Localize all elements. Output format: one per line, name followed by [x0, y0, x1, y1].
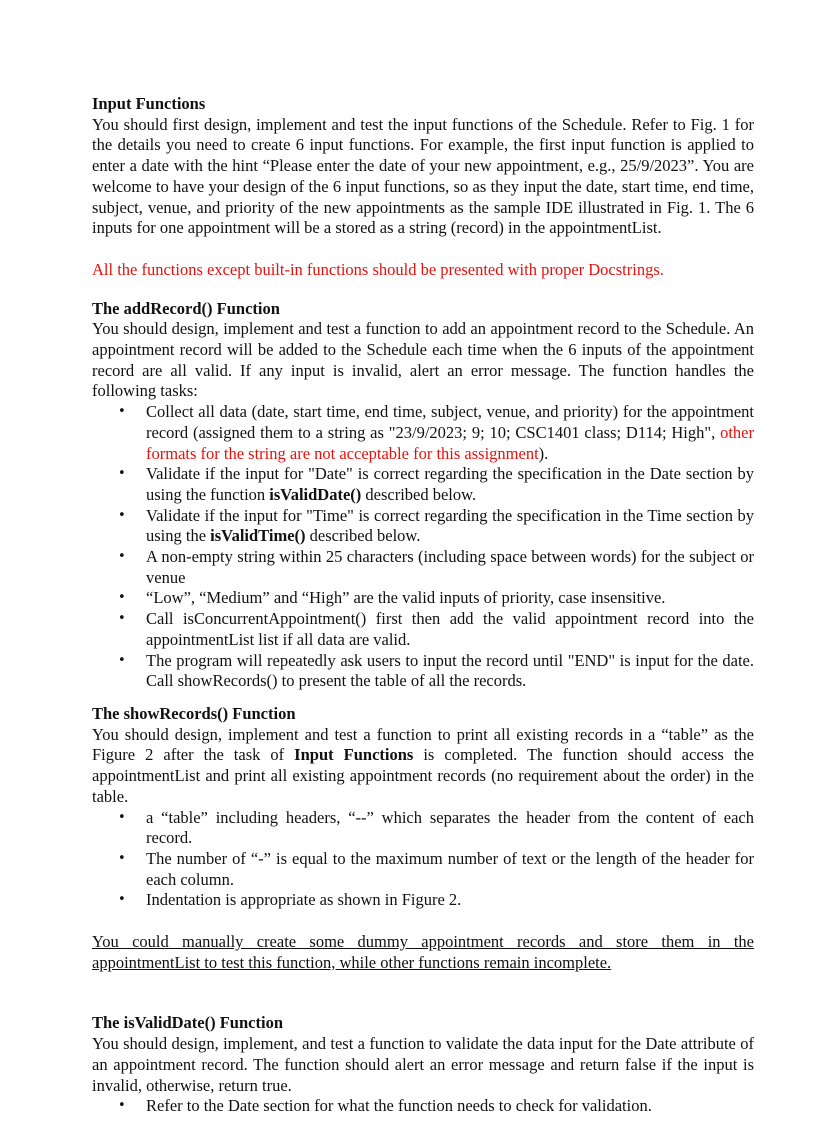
list-item: • Validate if the input for "Time" is correct regarding the specification in the Time section by using the isValidTime() described below.: [92, 506, 754, 547]
list-item: • “Low”, “Medium” and “High” are the valid inputs of priority, case insensitive.: [92, 588, 754, 609]
addrecord-task-list: [92, 402, 754, 692]
dummy-records-note: You could manually create some dummy appointment records and store them in the appointmentList to test this function, while other functions remain incomplete.: [92, 932, 754, 972]
list-item: • Refer to the Date section for what the function needs to check for validation.: [92, 1096, 754, 1117]
isvaliddate-heading: The isValidDate() Function: [92, 1013, 283, 1033]
list-item: • Validate if the input for "Date" is correct regarding the specification in the Date section by using the function isValidDate() described below.: [92, 464, 754, 505]
input-functions-heading: Input Functions: [92, 94, 206, 113]
isvaliddate-list: [92, 1096, 754, 1117]
input-functions-body: You should first design, implement and test the input functions of the Schedule. Refer to Fig. 1 for the details you need to create 6 input functions. For example, the first input function is applied to enter a date with the hint “Please enter the date of your new appointment, e.g., 25/9/2023”. You are welcome to have your design of the 6 input functions, so as they input the date, start time, end time, subject, venue, and priority of the new appointments as the sample IDE illustrated in Fig. 1. The 6 inputs for one appointment will be a stored as a string (record) in the appointmentList.: [92, 114, 755, 238]
list-item: • a “table” including headers, “--” which separates the header from the content of each record.: [92, 808, 754, 849]
showrecords-heading: The showRecords() Function: [92, 703, 296, 723]
showrecords-list: [92, 808, 754, 912]
list-item: • Collect all data (date, start time, end time, subject, venue, and priority) for the appointment record (assigned them to a string as "23/9/2023; 9; 10; CSC1401 class; D114; High", other formats for the string are not acceptable for this assignment).: [92, 402, 754, 464]
list-item: • Indentation is appropriate as shown in Figure 2.: [92, 890, 754, 911]
showrecords-intro: You should design, implement and test a function to print all existing records in a “table” as the Figure 2 after the task of Input Functions is completed. The function should access the appointmentList and print all existing appointment records (no requirement about the order) in the table.: [92, 724, 754, 806]
list-item: • Call isConcurrentAppointment() first then add the valid appointment record into the appointmentList list if all data are valid.: [92, 609, 754, 650]
list-item: • The number of “-” is equal to the maximum number of text or the length of the header for each column.: [92, 849, 754, 890]
docstrings-notice: All the functions except built-in functions should be presented with proper Docstrings.: [92, 259, 664, 279]
isvaliddate-intro: You should design, implement, and test a function to validate the data input for the Date attribute of an appointment record. The function should alert an error message and return false if the input is invalid, otherwise, return true.: [92, 1034, 754, 1095]
document-content: [92, 94, 754, 1117]
list-item: • The program will repeatedly ask users to input the record until "END" is input for the date. Call showRecords() to present the table of all the records.: [92, 651, 754, 692]
addrecord-heading: The addRecord() Function: [92, 298, 280, 318]
list-item: • A non-empty string within 25 characters (including space between words) for the subject or venue: [92, 547, 754, 588]
addrecord-intro: You should design, implement and test a function to add an appointment record to the Schedule. An appointment record will be added to the Schedule each time when the 6 inputs of the appointment record are all valid. If any input is invalid, alert an error message. The function handles the following tasks:: [92, 319, 754, 401]
